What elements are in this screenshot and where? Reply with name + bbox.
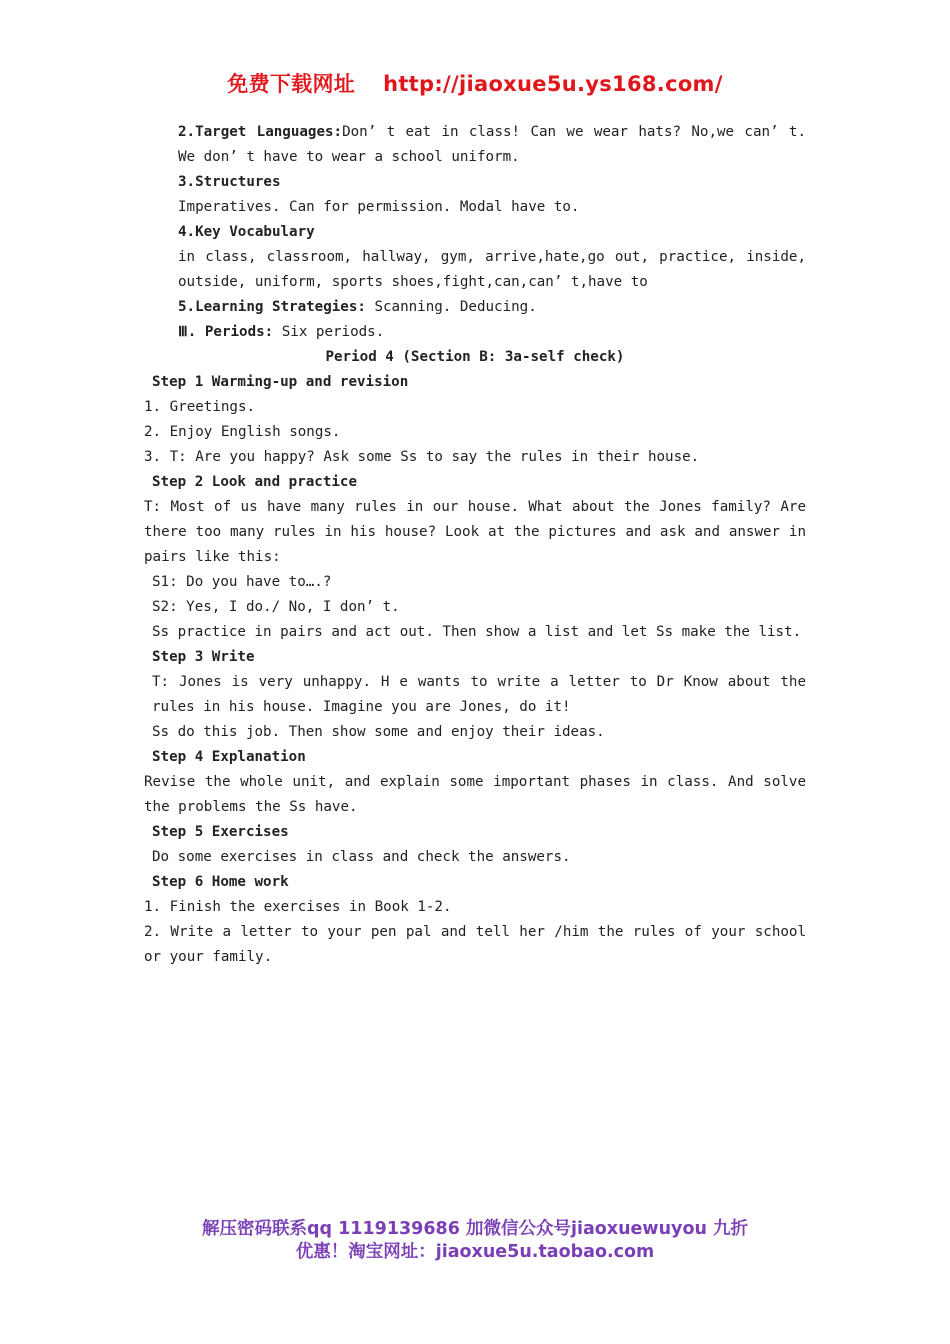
step3-ss: Ss do this job. Then show some and enjoy their ideas. bbox=[152, 724, 605, 740]
step2-heading: Step 2 Look and practice bbox=[152, 474, 357, 490]
step3-text: T: Jones is very unhappy. H e wants to write a letter to Dr Know about the rules in his house. Imagine you are Jones, do it! bbox=[152, 674, 806, 715]
step2-s2: S2: Yes, I do./ No, I don’ t. bbox=[152, 599, 400, 615]
step4-text: Revise the whole unit, and explain some important phases in class. And solve the problems the Ss have. bbox=[144, 774, 806, 815]
step2-practice: Ss practice in pairs and act out. Then show a list and let Ss make the list. bbox=[152, 624, 802, 640]
page-header bbox=[0, 68, 950, 98]
list-item: 2. Write a letter to your pen pal and tell her /him the rules of your school or your family. bbox=[144, 924, 806, 965]
footer-line-2[interactable]: 优惠！淘宝网址：jiaoxue5u.taobao.com bbox=[295, 1242, 655, 1262]
learning-strategies: 5.Learning Strategies: Scanning. Deducing. bbox=[178, 299, 537, 315]
document-body bbox=[144, 120, 806, 970]
list-item: 1. Finish the exercises in Book 1-2. bbox=[144, 899, 452, 915]
page-footer bbox=[0, 1218, 950, 1264]
step2-text: T: Most of us have many rules in our house. What about the Jones family? Are there too many rules in his house? Look at the pictures and ask and answer in pairs like this: bbox=[144, 499, 806, 565]
structures-text: Imperatives. Can for permission. Modal have to. bbox=[178, 199, 580, 215]
structures-heading: 3.Structures bbox=[178, 174, 281, 190]
step1-heading: Step 1 Warming-up and revision bbox=[152, 374, 409, 390]
header-url[interactable]: http://jiaoxue5u.ys168.com/ bbox=[383, 72, 723, 96]
period-title: Period 4 (Section B: 3a-self check) bbox=[325, 349, 625, 365]
step5-text: Do some exercises in class and check the answers. bbox=[152, 849, 571, 865]
target-languages: 2.Target Languages:Don’ t eat in class! Can we wear hats? No,we can’ t. We don’ t have to wear a school uniform. bbox=[178, 124, 806, 165]
step3-heading: Step 3 Write bbox=[152, 649, 255, 665]
periods: Ⅲ. Periods: Six periods. bbox=[178, 324, 385, 340]
header-title: 免费下载网址 bbox=[227, 72, 356, 96]
step2-s1: S1: Do you have to….? bbox=[152, 574, 332, 590]
list-item: 3. T: Are you happy? Ask some Ss to say the rules in their house. bbox=[144, 449, 700, 465]
list-item: 2. Enjoy English songs. bbox=[144, 424, 341, 440]
vocabulary-text: in class, classroom, hallway, gym, arrive,hate,go out, practice, inside, outside, uniform, sports shoes,fight,can,can’ t,have to bbox=[178, 249, 806, 290]
footer-line-1: 解压密码联系qq 1119139686 加微信公众号jiaoxuewuyou 九折 bbox=[201, 1219, 749, 1239]
step5-heading: Step 5 Exercises bbox=[152, 824, 289, 840]
step4-heading: Step 4 Explanation bbox=[152, 749, 306, 765]
vocabulary-heading: 4.Key Vocabulary bbox=[178, 224, 315, 240]
step6-heading: Step 6 Home work bbox=[152, 874, 289, 890]
list-item: 1. Greetings. bbox=[144, 399, 256, 415]
